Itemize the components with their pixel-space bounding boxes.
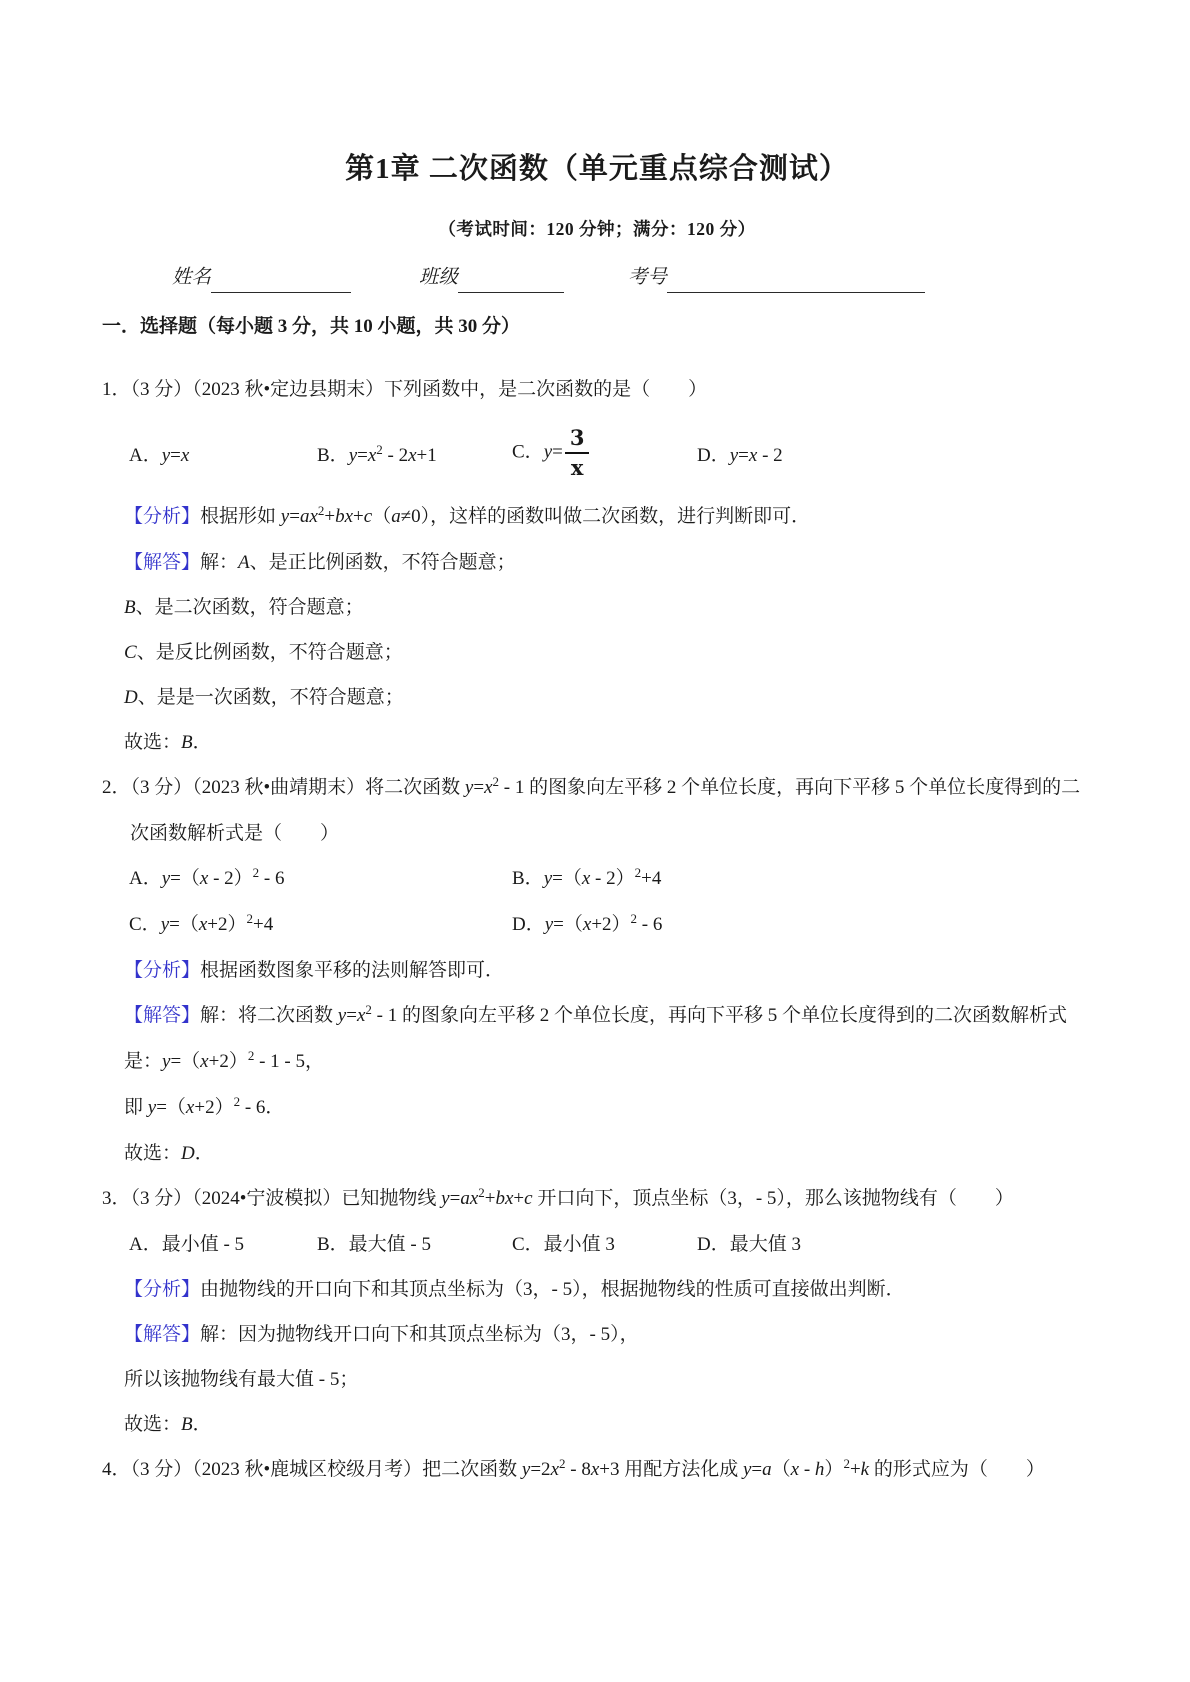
question-2-solution: 【解答】解：将二次函数 $y=x^2 - 1$ 的图象向左平移 2 个单位长度，再向下平移 5 个单位长度得到的二次函数解析式是：$y=(x+2)^2 - 1 - 5$， [124,1002,1067,1072]
question-3-answer-choice: 故选：B． [124,1414,212,1435]
section-heading: 一．选择题（每小题 3 分，共 10 小题，共 30 分） [102,316,521,337]
fraction-3-over-x: $\frac{3}{x}$ [565,425,590,481]
q3-option-c: C．最小值 3 [512,1234,615,1255]
q3-option-b: B．最大值 - 5 [317,1234,432,1255]
question-2-solution-result: 即 $y=(x+2)^2 - 6$． [124,1094,285,1118]
q1-option-b: B．$y=x^2 - 2x+1$ [317,441,437,466]
question-2-answer-choice: 故选：D． [124,1143,214,1164]
question-1-solution: 【解答】解：A、是正比例函数，不符合题意； [124,552,516,573]
page-title: 第1章 二次函数（单元重点综合测试） [345,153,849,185]
question-1-stem: 1．（3 分）（2023 秋•定边县期末）下列函数中，是二次函数的是（ ） [102,379,708,400]
class-blank-line [458,266,564,293]
answer-tag: 【解答】 [124,1324,201,1345]
answer-tag: 【解答】 [124,1005,201,1026]
question-2-analysis: 【分析】根据函数图象平移的法则解答即可． [124,960,505,981]
question-2-options-row-2 [102,902,1092,948]
question-3-solution: 【解答】解：因为抛物线开口向下和其顶点坐标为（3，- 5）， [124,1324,639,1345]
question-1-options [102,412,1092,494]
exam-number-blank-line [667,266,925,293]
question-3-solution-conclusion: 所以该抛物线有最大值 - 5； [124,1369,359,1390]
question-3-analysis: 【分析】由抛物线的开口向下和其顶点坐标为（3，- 5），根据抛物线的性质可直接做出判断． [124,1279,905,1300]
question-1-solution-line-d: D、是是一次函数，不符合题意； [124,687,404,708]
analysis-tag: 【分析】 [124,960,201,981]
question-1-answer-choice: 故选：B． [124,732,212,753]
student-info-row [102,263,1092,293]
q3-option-a: A．最小值 - 5 [129,1234,245,1255]
q1-option-d: D．y=x - 2 [697,444,783,466]
q1-option-c: C．y= $\frac{3}{x}$ [512,425,697,481]
question-3-options [102,1222,1092,1267]
q2-option-a: A．y=（x - 2）$^2$ - 6 [129,865,285,889]
class-label: 班级 [419,267,459,288]
q2-option-d: D．$y=(x+2)^2 - 6$ [512,911,663,935]
analysis-tag: 【分析】 [124,1279,201,1300]
q3-option-d: D．最大值 3 [697,1234,801,1255]
name-label: 姓名 [172,267,212,288]
q2-option-c: C．$y=(x+2)^2+4$ [129,911,274,935]
question-1-solution-line-b: B、是二次函数，符合题意； [124,597,364,618]
q2-option-b: B．y=（x - 2）$^2$+4 [512,865,662,889]
question-1-solution-line-c: C、是反比例函数，不符合题意； [124,642,403,663]
question-3-stem: 3．（3 分）（2024•宁波模拟）已知抛物线 $y=ax^2+bx+c$ 开口向下，顶点坐标（3，- 5），那么该抛物线有（ ） [102,1185,1014,1209]
question-2-stem: 2．（3 分）（2023 秋•曲靖期末）将二次函数 $y=x^2 - 1$ 的图象向左平移 2 个单位长度，再向下平移 5 个单位长度得到的二次函数解析式是（ ） [102,774,1081,844]
q1-option-a: A．y=x [129,444,190,466]
question-2-options-row-1 [102,856,1092,902]
exam-number-label: 考号 [628,267,668,288]
question-1-analysis: 【分析】根据形如 $y=ax^2+bx+c(a\ne 0)$，这样的函数叫做二次函数，进行判断即可． [124,503,811,527]
question-4-stem: 4．（3 分）（2023 秋•鹿城区校级月考）把二次函数 $y=2x^2 - 8x+3$ 用配方法化成 y=a（x - h）$^2$+k 的形式应为（ ） [102,1456,1045,1480]
analysis-tag: 【分析】 [124,506,201,527]
exam-time-score-info: （考试时间：120 分钟；满分：120 分） [438,219,756,239]
name-blank-line [211,266,351,293]
answer-tag: 【解答】 [124,552,201,573]
